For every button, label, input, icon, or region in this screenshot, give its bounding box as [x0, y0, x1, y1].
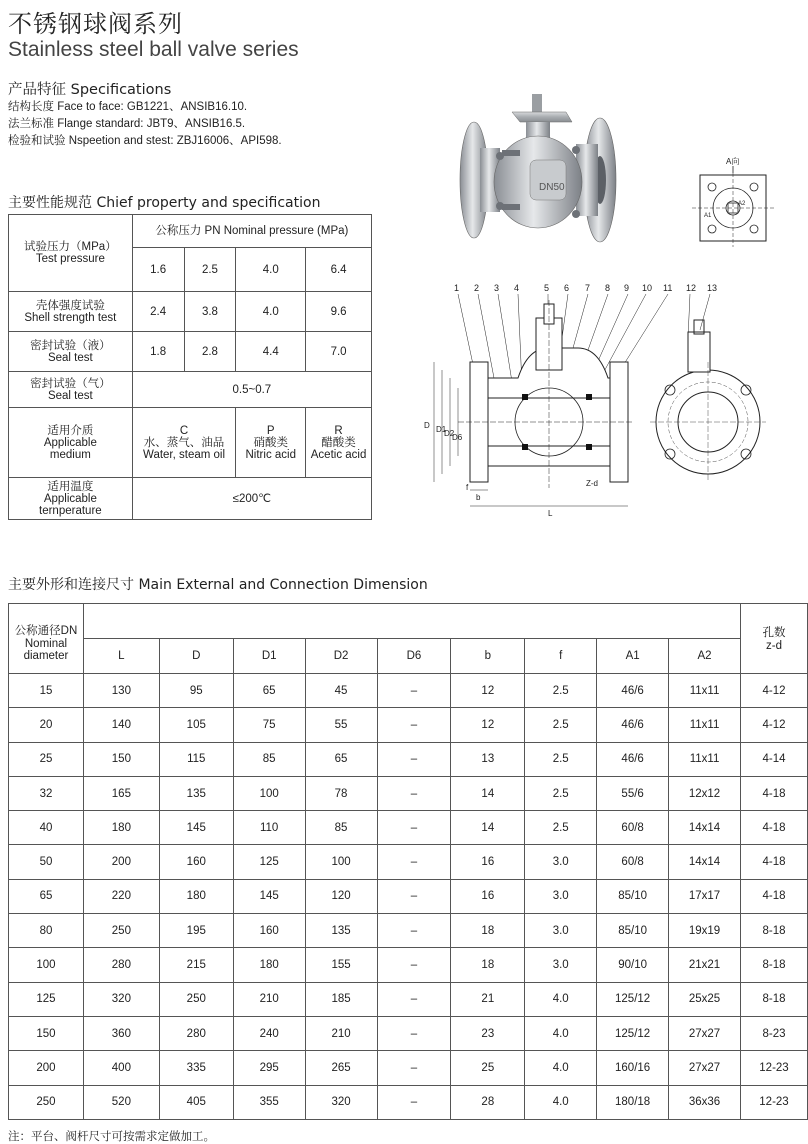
- table-cell: 250: [83, 914, 159, 948]
- table-cell: 400: [83, 1051, 159, 1085]
- seal-test-liquid-value: 1.8: [132, 332, 184, 372]
- table-cell: 355: [233, 1085, 305, 1119]
- table-cell: 16: [451, 845, 525, 879]
- table-cell: 125/12: [597, 982, 669, 1016]
- table-cell: 125/12: [597, 1016, 669, 1050]
- table-cell: 55: [305, 708, 377, 742]
- table-row: [9, 811, 808, 845]
- row-label-en: Applicable: [43, 492, 97, 505]
- part-number: 12: [686, 283, 697, 293]
- table-cell: 23: [451, 1016, 525, 1050]
- part-number: 8: [605, 283, 611, 293]
- dim-label-b: b: [476, 493, 481, 502]
- table-cell: 4-14: [741, 742, 808, 776]
- table-row: [9, 948, 808, 982]
- table-cell: 200: [9, 1051, 84, 1085]
- table-cell: –: [377, 674, 451, 708]
- column-header: f: [525, 639, 597, 674]
- table-cell: 100: [305, 845, 377, 879]
- table-cell: 110: [233, 811, 305, 845]
- table-cell: 60/8: [597, 811, 669, 845]
- table-cell: 4-12: [741, 708, 808, 742]
- table-cell: 15: [9, 674, 84, 708]
- table-cell: 65: [305, 742, 377, 776]
- table-cell: 40: [9, 811, 84, 845]
- column-header: D6: [377, 639, 451, 674]
- table-cell: 11x11: [669, 708, 741, 742]
- column-header: L: [83, 639, 159, 674]
- table-cell: 46/6: [597, 742, 669, 776]
- table-cell: –: [377, 948, 451, 982]
- table-cell: 220: [83, 879, 159, 913]
- spec-line-face-to-face: 结构长度 Face to face: GB1221、ANSIB16.10.: [8, 101, 248, 113]
- dimension-table: [8, 603, 808, 1120]
- part-number: 4: [514, 283, 520, 293]
- nominal-value: 6.4: [306, 248, 372, 292]
- column-header: D2: [305, 639, 377, 674]
- shell-strength-value: 9.6: [306, 292, 372, 332]
- table-cell: 160: [159, 845, 233, 879]
- dn-header: [9, 604, 84, 674]
- table-cell: 210: [305, 1016, 377, 1050]
- dn-header-cn: 公称通径DN: [14, 625, 78, 637]
- table-cell: 120: [305, 879, 377, 913]
- part-number: 5: [544, 283, 550, 293]
- table-cell: –: [377, 1085, 451, 1119]
- table-row: [9, 1085, 808, 1119]
- table-cell: 280: [159, 1016, 233, 1050]
- holes-header-en: z-d: [766, 640, 782, 652]
- row-label-en: Shell strength test: [24, 311, 117, 324]
- table-cell: 25: [9, 742, 84, 776]
- table-cell: 150: [9, 1016, 84, 1050]
- row-label-en: Seal test: [47, 389, 93, 402]
- nominal-value: 2.5: [184, 248, 236, 292]
- table-cell: 185: [305, 982, 377, 1016]
- table-cell: 46/6: [597, 674, 669, 708]
- table-cell: 32: [9, 776, 84, 810]
- part-number: 1: [454, 283, 460, 293]
- table-cell: 280: [83, 948, 159, 982]
- table-row: [9, 776, 808, 810]
- table-cell: 250: [9, 1085, 84, 1119]
- table-cell: 130: [83, 674, 159, 708]
- table-cell: 28: [451, 1085, 525, 1119]
- seal-test-liquid-value: 2.8: [184, 332, 236, 372]
- table-cell: 45: [305, 674, 377, 708]
- table-cell: 4-18: [741, 845, 808, 879]
- dim-label-zd: Z-d: [586, 479, 598, 488]
- dim-label-l: L: [548, 509, 553, 518]
- valve-body-plate: [530, 160, 566, 200]
- row-label-cn: 壳体强度试验: [35, 299, 105, 312]
- table-cell: 3.0: [525, 948, 597, 982]
- table-cell: 320: [305, 1085, 377, 1119]
- test-pressure-label: [9, 215, 133, 292]
- medium-label: [9, 408, 133, 478]
- top-view-diagram: [688, 155, 778, 255]
- seal-test-liquid-value: 7.0: [306, 332, 372, 372]
- table-cell: 125: [9, 982, 84, 1016]
- table-row: [9, 1016, 808, 1050]
- table-cell: 11x11: [669, 742, 741, 776]
- column-header: A2: [669, 639, 741, 674]
- table-cell: –: [377, 776, 451, 810]
- table-cell: 145: [233, 879, 305, 913]
- table-cell: 75: [233, 708, 305, 742]
- row-label-en: ternperature: [39, 504, 102, 517]
- nominal-value: 4.0: [236, 248, 306, 292]
- table-cell: 4.0: [525, 982, 597, 1016]
- row-label-en: medium: [49, 448, 91, 461]
- table-cell: 20: [9, 708, 84, 742]
- table-cell: –: [377, 879, 451, 913]
- table-cell: 265: [305, 1051, 377, 1085]
- table-cell: 115: [159, 742, 233, 776]
- table-cell: 21x21: [669, 948, 741, 982]
- nominal-value: 1.6: [132, 248, 184, 292]
- table-cell: 12: [451, 708, 525, 742]
- medium-code: P: [266, 424, 275, 437]
- table-cell: 85/10: [597, 914, 669, 948]
- table-cell: –: [377, 914, 451, 948]
- table-cell: 160/16: [597, 1051, 669, 1085]
- seal-test-liquid-value: 4.4: [236, 332, 306, 372]
- row-label-cn: 密封试验（液）: [30, 339, 111, 352]
- dimension-table-heading: 主要外形和连接尺寸 Main External and Connection Dimension: [8, 577, 428, 593]
- flange-end-view: [650, 320, 766, 482]
- row-label-cn: 适用温度: [47, 480, 94, 493]
- table-cell: 155: [305, 948, 377, 982]
- row-label-en: Seal test: [47, 351, 93, 364]
- table-cell: 8-23: [741, 1016, 808, 1050]
- column-header: D1: [233, 639, 305, 674]
- part-number: 11: [663, 283, 673, 293]
- part-number: 10: [642, 283, 653, 293]
- temperature-label: [9, 478, 133, 520]
- table-cell: 8-18: [741, 948, 808, 982]
- table-cell: 8-18: [741, 982, 808, 1016]
- table-cell: 80: [9, 914, 84, 948]
- row-label-cn: 适用介质: [47, 424, 94, 437]
- medium-en: Nitric acid: [245, 448, 296, 461]
- table-cell: 85: [233, 742, 305, 776]
- table-cell: 135: [305, 914, 377, 948]
- table-cell: 4.0: [525, 1085, 597, 1119]
- part-number: 7: [585, 283, 591, 293]
- table-cell: 360: [83, 1016, 159, 1050]
- table-cell: 14x14: [669, 811, 741, 845]
- table-cell: 27x27: [669, 1051, 741, 1085]
- body-marking: DN50: [539, 182, 565, 193]
- table-cell: –: [377, 742, 451, 776]
- table-cell: 125: [233, 845, 305, 879]
- table-cell: 3.0: [525, 879, 597, 913]
- table-cell: 335: [159, 1051, 233, 1085]
- part-number: 13: [707, 283, 718, 293]
- column-header: A1: [597, 639, 669, 674]
- table-cell: 12-23: [741, 1051, 808, 1085]
- part-number: 3: [494, 283, 500, 293]
- table-cell: 12x12: [669, 776, 741, 810]
- nominal-pressure-header: 公称压力 PN Nominal pressure (MPa): [132, 215, 371, 248]
- table-cell: –: [377, 708, 451, 742]
- medium-code: C: [179, 424, 189, 437]
- property-table-heading: 主要性能规范 Chief property and specification: [8, 195, 321, 211]
- table-cell: 14: [451, 776, 525, 810]
- part-number: 6: [564, 283, 570, 293]
- page-title-cn: 不锈钢球阀系列: [8, 10, 183, 38]
- table-cell: 14: [451, 811, 525, 845]
- shell-strength-value: 4.0: [236, 292, 306, 332]
- seal-test-liquid-label: [9, 332, 133, 372]
- table-cell: –: [377, 811, 451, 845]
- table-cell: 27x27: [669, 1016, 741, 1050]
- table-cell: 180: [159, 879, 233, 913]
- table-cell: 13: [451, 742, 525, 776]
- medium-cn: 醋酸类: [321, 436, 356, 449]
- table-cell: 8-18: [741, 914, 808, 948]
- table-row: [9, 742, 808, 776]
- holes-header: [741, 604, 808, 674]
- holes-header-cn: 孔数: [762, 627, 786, 639]
- table-cell: 16: [451, 879, 525, 913]
- table-cell: 4-12: [741, 674, 808, 708]
- row-label-cn: 密封试验（气）: [30, 377, 111, 390]
- table-cell: 150: [83, 742, 159, 776]
- table-row: [9, 1051, 808, 1085]
- table-cell: 180: [83, 811, 159, 845]
- table-cell: 180: [233, 948, 305, 982]
- table-cell: 2.5: [525, 708, 597, 742]
- dimension-header-blank: [83, 604, 740, 639]
- table-cell: 165: [83, 776, 159, 810]
- label-a1: A1: [704, 213, 712, 219]
- part-number: 9: [624, 283, 630, 293]
- seal-test-gas-value: 0.5~0.7: [132, 372, 371, 408]
- table-cell: 135: [159, 776, 233, 810]
- table-cell: 240: [233, 1016, 305, 1050]
- table-cell: 140: [83, 708, 159, 742]
- table-cell: 46/6: [597, 708, 669, 742]
- dimension-table-body: [9, 674, 808, 1120]
- table-cell: 55/6: [597, 776, 669, 810]
- dim-label-d2: D2: [444, 429, 455, 438]
- table-cell: 21: [451, 982, 525, 1016]
- table-row: [9, 914, 808, 948]
- property-table: [8, 214, 372, 520]
- table-row: [9, 982, 808, 1016]
- view-direction-label: A向: [726, 157, 740, 166]
- table-cell: 520: [83, 1085, 159, 1119]
- table-cell: 3.0: [525, 845, 597, 879]
- dn-header-en: Nominal: [24, 638, 68, 650]
- column-header: b: [451, 639, 525, 674]
- table-cell: 100: [9, 948, 84, 982]
- table-cell: 200: [83, 845, 159, 879]
- dim-label-f: f: [466, 483, 469, 492]
- table-cell: 90/10: [597, 948, 669, 982]
- test-pressure-label-en: Test pressure: [35, 253, 105, 265]
- seal-test-gas-label: [9, 372, 133, 408]
- footer-note: 注：平台、阀杆尺寸可按需求定做加工。: [8, 1129, 215, 1143]
- table-cell: 78: [305, 776, 377, 810]
- table-cell: 50: [9, 845, 84, 879]
- column-header: D: [159, 639, 233, 674]
- column-header-row: [9, 639, 808, 674]
- medium-p: [236, 408, 306, 478]
- table-cell: 180/18: [597, 1085, 669, 1119]
- table-cell: 2.5: [525, 742, 597, 776]
- table-cell: 12: [451, 674, 525, 708]
- table-cell: 17x17: [669, 879, 741, 913]
- medium-en: Acetic acid: [310, 448, 367, 461]
- table-cell: 4-18: [741, 776, 808, 810]
- table-cell: 36x36: [669, 1085, 741, 1119]
- table-cell: 2.5: [525, 776, 597, 810]
- table-cell: 320: [83, 982, 159, 1016]
- table-cell: 100: [233, 776, 305, 810]
- medium-cn: 水、蒸气、油品: [143, 436, 225, 449]
- part-number-labels: [454, 283, 717, 293]
- table-row: [9, 845, 808, 879]
- table-cell: –: [377, 1051, 451, 1085]
- table-cell: 65: [233, 674, 305, 708]
- table-row: [9, 708, 808, 742]
- table-cell: 85: [305, 811, 377, 845]
- table-cell: 160: [233, 914, 305, 948]
- medium-c: [132, 408, 236, 478]
- medium-code: R: [334, 424, 343, 437]
- table-cell: 405: [159, 1085, 233, 1119]
- table-cell: –: [377, 845, 451, 879]
- medium-en: Water, steam oil: [143, 448, 226, 461]
- table-cell: 18: [451, 914, 525, 948]
- medium-cn: 硝酸类: [253, 436, 288, 449]
- table-cell: 60/8: [597, 845, 669, 879]
- test-pressure-label-cn: 试验压力（MPa）: [24, 241, 117, 253]
- dim-label-d1: D1: [436, 425, 447, 434]
- table-cell: –: [377, 982, 451, 1016]
- table-cell: 195: [159, 914, 233, 948]
- table-cell: 4.0: [525, 1016, 597, 1050]
- specifications-heading: 产品特征 Specifications: [8, 82, 172, 98]
- valve-photo: [440, 90, 630, 270]
- temperature-value: ≤200℃: [132, 478, 371, 520]
- table-cell: 85/10: [597, 879, 669, 913]
- table-cell: 3.0: [525, 914, 597, 948]
- label-a2: A2: [738, 201, 746, 207]
- page-title-en: Stainless steel ball valve series: [8, 38, 299, 61]
- dim-label-d6: D6: [452, 433, 463, 442]
- table-cell: 18: [451, 948, 525, 982]
- table-cell: 2.5: [525, 674, 597, 708]
- table-cell: 2.5: [525, 811, 597, 845]
- table-cell: 19x19: [669, 914, 741, 948]
- dn-header-en: diameter: [23, 650, 69, 662]
- table-cell: 295: [233, 1051, 305, 1085]
- table-cell: –: [377, 1016, 451, 1050]
- shell-strength-value: 2.4: [132, 292, 184, 332]
- table-cell: 95: [159, 674, 233, 708]
- table-cell: 145: [159, 811, 233, 845]
- spec-line-flange-standard: 法兰标准 Flange standard: JBT9、ANSIB16.5.: [8, 118, 246, 130]
- table-cell: 210: [233, 982, 305, 1016]
- table-cell: 11x11: [669, 674, 741, 708]
- medium-r: [306, 408, 372, 478]
- table-cell: 14x14: [669, 845, 741, 879]
- table-cell: 4.0: [525, 1051, 597, 1085]
- table-cell: 4-18: [741, 879, 808, 913]
- table-cell: 250: [159, 982, 233, 1016]
- table-cell: 25: [451, 1051, 525, 1085]
- dim-label-d: D: [424, 421, 430, 430]
- part-number: 2: [474, 283, 480, 293]
- shell-strength-value: 3.8: [184, 292, 236, 332]
- table-cell: 65: [9, 879, 84, 913]
- table-row: [9, 674, 808, 708]
- table-cell: 25x25: [669, 982, 741, 1016]
- table-cell: 215: [159, 948, 233, 982]
- cross-section-drawing: [418, 278, 778, 528]
- table-cell: 4-18: [741, 811, 808, 845]
- table-cell: 12-23: [741, 1085, 808, 1119]
- spec-line-inspection: 检验和试验 Nspeetion and stest: ZBJ16006、API598.: [8, 135, 282, 147]
- table-cell: 105: [159, 708, 233, 742]
- row-label-en: Applicable: [43, 436, 97, 449]
- table-row: [9, 879, 808, 913]
- shell-strength-label: [9, 292, 133, 332]
